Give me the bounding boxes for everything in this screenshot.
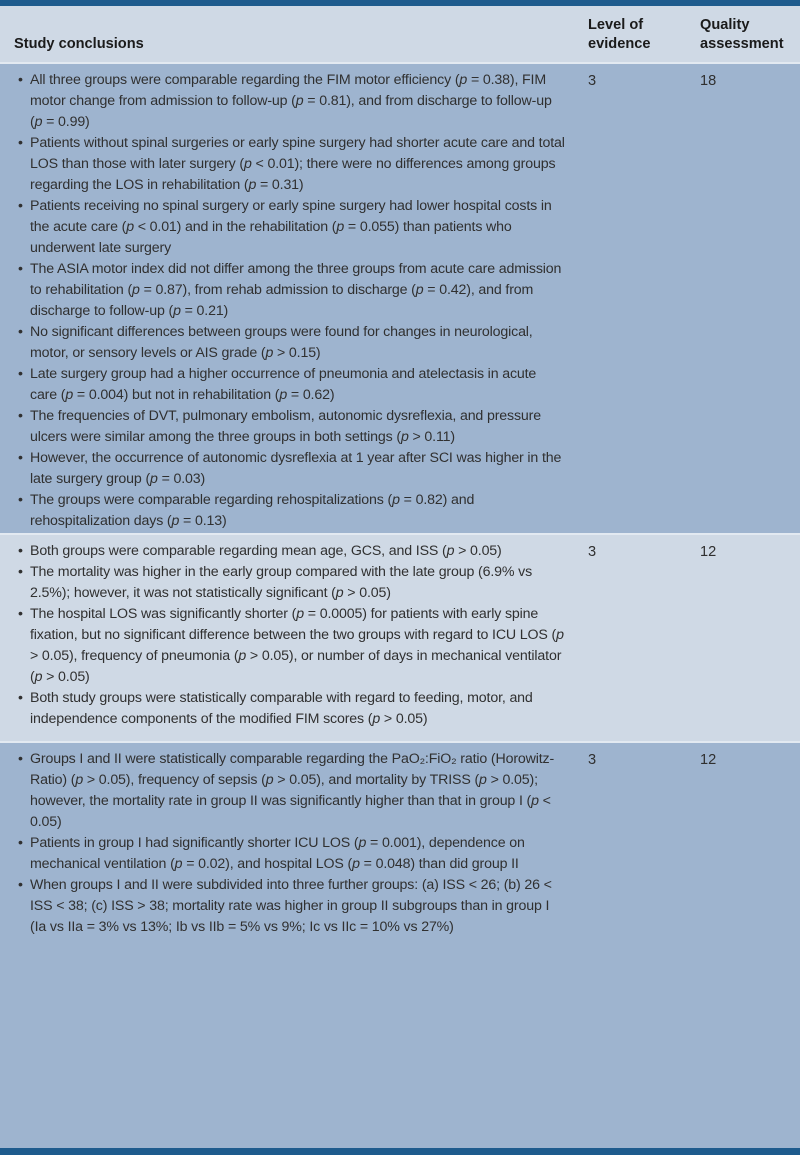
conclusion-item: • However, the occurrence of autonomic dysreflexia at 1 year after SCI was higher in the late surgery group (p = 0.03) <box>16 448 566 490</box>
conclusions-cell <box>0 64 574 533</box>
conclusion-item: • All three groups were comparable regarding the FIM motor efficiency (p = 0.38), FIM motor change from admission to follow-up (p = 0.81), and from discharge to follow-up (p = 0.99) <box>16 70 566 133</box>
conclusions-cell <box>0 743 574 1148</box>
conclusion-item: • Both groups were comparable regarding mean age, GCS, and ISS (p > 0.05) <box>16 541 566 562</box>
conclusion-item: • The hospital LOS was significantly shorter (p = 0.0005) for patients with early spine fixation, but no significant difference between the two groups with regard to ICU LOS (p > 0.05), frequency of pneumonia (p > 0.05), or number of days in mechanical ventilator (p > 0.05) <box>16 604 566 688</box>
conclusion-item: • The frequencies of DVT, pulmonary embolism, autonomic dysreflexia, and pressure ulcers were similar among the three groups in both settings (p > 0.11) <box>16 406 566 448</box>
level-of-evidence-value: 3 <box>588 544 597 560</box>
conclusion-item: • The ASIA motor index did not differ among the three groups from acute care admission to rehabilitation (p = 0.87), from rehab admission to discharge (p = 0.42), and from discharge to follow-up (p = 0.21) <box>16 259 566 322</box>
quality-assessment-value: 18 <box>700 73 717 89</box>
conclusion-item: • Patients receiving no spinal surgery or early spine surgery had lower hospital costs in the acute care (p < 0.01) and in the rehabilitation (p = 0.055) than patients who underwent late surgery <box>16 196 566 259</box>
conclusion-item: • No significant differences between groups were found for changes in neurological, motor, or sensory levels or AIS grade (p > 0.15) <box>16 322 566 364</box>
table-row <box>0 741 800 1148</box>
conclusion-item: • Late surgery group had a higher occurrence of pneumonia and atelectasis in acute care (p = 0.004) but not in rehabilitation (p = 0.62) <box>16 364 566 406</box>
level-of-evidence-value: 3 <box>588 752 597 768</box>
conclusion-item: • When groups I and II were subdivided into three further groups: (a) ISS < 26; (b) 26 < ISS < 38; (c) ISS > 38; mortality rate was higher in group II subgroups than in group I (Ia vs IIa = 3% vs 13%; Ib vs IIb = 5% vs 9%; Ic vs IIc = 10% vs 27%) <box>16 875 566 938</box>
table-row <box>0 533 800 741</box>
quality-assessment-value: 12 <box>700 752 717 768</box>
level-of-evidence-value: 3 <box>588 73 597 89</box>
header-quality-assessment: Quality assessment <box>700 17 784 52</box>
conclusions-cell <box>0 535 574 741</box>
conclusion-item: • The mortality was higher in the early group compared with the late group (6.9% vs 2.5%); however, it was not statistically significant (p > 0.05) <box>16 562 566 604</box>
header-level-of-evidence: Level of evidence <box>588 17 651 52</box>
quality-assessment-value: 12 <box>700 544 717 560</box>
conclusion-item: • Groups I and II were statistically comparable regarding the PaO₂:FiO₂ ratio (Horowitz-Ratio) (p > 0.05), frequency of sepsis (p > 0.05), and mortality by TRISS (p > 0.05); however, the mortality rate in group II was significantly higher than that in group I (p < 0.05) <box>16 749 566 833</box>
conclusion-list <box>0 64 574 532</box>
table-row <box>0 62 800 533</box>
conclusion-list <box>0 535 574 730</box>
conclusion-item: • Both study groups were statistically comparable with regard to feeding, motor, and independence components of the modified FIM scores (p > 0.05) <box>16 688 566 730</box>
table-body <box>0 62 800 1148</box>
header-study-conclusions: Study conclusions <box>14 35 144 52</box>
conclusion-item: • Patients in group I had significantly shorter ICU LOS (p = 0.001), dependence on mechanical ventilation (p = 0.02), and hospital LOS (p = 0.048) than did group II <box>16 833 566 875</box>
conclusion-item: • Patients without spinal surgeries or early spine surgery had shorter acute care and total LOS than those with later surgery (p < 0.01); there were no differences among groups regarding the LOS in rehabilitation (p = 0.31) <box>16 133 566 196</box>
table-header <box>0 6 800 62</box>
conclusion-list <box>0 743 574 938</box>
conclusion-item: • The groups were comparable regarding rehospitalizations (p = 0.82) and rehospitalization days (p = 0.13) <box>16 490 566 532</box>
bottom-accent-bar <box>0 1148 800 1155</box>
